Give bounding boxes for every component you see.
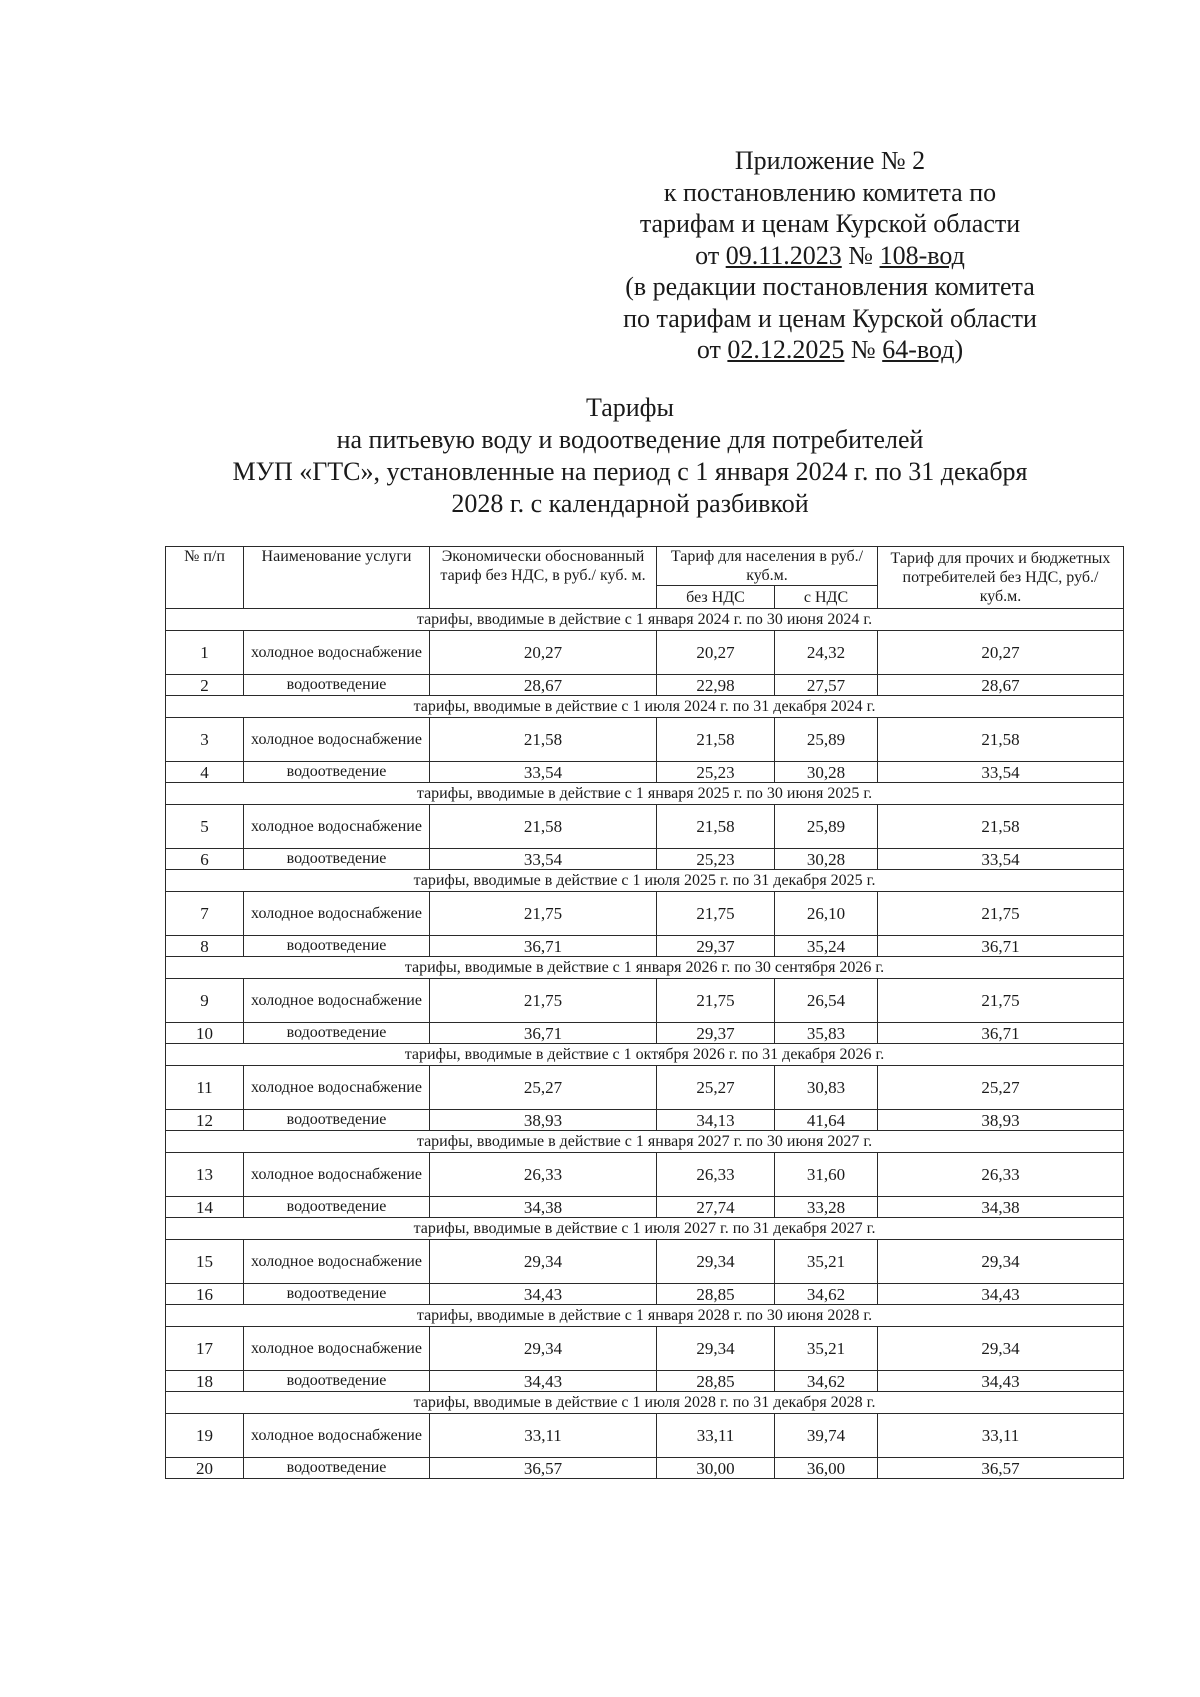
row-number: 16 (166, 1284, 244, 1305)
economic-tariff: 34,38 (430, 1197, 657, 1218)
population-tariff-no-vat: 20,27 (657, 631, 775, 675)
period-title: тарифы, вводимые в действие с 1 июля 2027 г. по 31 декабря 2027 г. (166, 1218, 1124, 1240)
service-name: водоотведение (244, 1284, 430, 1305)
service-name: холодное водоснабжение (244, 1414, 430, 1458)
period-row (166, 1044, 1124, 1066)
population-tariff-vat: 39,74 (775, 1414, 878, 1458)
population-tariff-vat: 30,28 (775, 762, 878, 783)
amendment-number-sign: № (844, 335, 883, 364)
period-title: тарифы, вводимые в действие с 1 июля 2024 г. по 31 декабря 2024 г. (166, 696, 1124, 718)
row-number: 9 (166, 979, 244, 1023)
table-row (166, 979, 1124, 1023)
resolution-date: 09.11.2023 (725, 240, 842, 270)
economic-tariff: 20,27 (430, 631, 657, 675)
period-title: тарифы, вводимые в действие с 1 января 2024 г. по 30 июня 2024 г. (166, 609, 1124, 631)
population-tariff-vat: 31,60 (775, 1153, 878, 1197)
col-header-service: Наименование услуги (244, 547, 430, 609)
economic-tariff: 21,58 (430, 805, 657, 849)
economic-tariff: 33,54 (430, 762, 657, 783)
economic-tariff: 25,27 (430, 1066, 657, 1110)
table-header-row (166, 547, 1124, 586)
population-tariff-no-vat: 21,75 (657, 979, 775, 1023)
population-tariff-no-vat: 33,11 (657, 1414, 775, 1458)
economic-tariff: 26,33 (430, 1153, 657, 1197)
table-row (166, 762, 1124, 783)
economic-tariff: 34,43 (430, 1284, 657, 1305)
population-tariff-vat: 24,32 (775, 631, 878, 675)
col-header-pop-no-vat: без НДС (657, 586, 775, 609)
tariff-table (165, 546, 1124, 1479)
economic-tariff: 34,43 (430, 1371, 657, 1392)
economic-tariff: 33,11 (430, 1414, 657, 1458)
col-header-population: Тариф для населения в руб./ куб.м. (657, 547, 878, 586)
service-name: холодное водоснабжение (244, 1153, 430, 1197)
service-name: холодное водоснабжение (244, 979, 430, 1023)
resolution-number: 108-вод (879, 240, 965, 270)
other-consumers-tariff: 36,71 (878, 936, 1124, 957)
economic-tariff: 29,34 (430, 1240, 657, 1284)
row-number: 6 (166, 849, 244, 870)
table-row (166, 1284, 1124, 1305)
table-row (166, 1371, 1124, 1392)
population-tariff-vat: 34,62 (775, 1284, 878, 1305)
population-tariff-vat: 35,21 (775, 1327, 878, 1371)
appendix-header (590, 145, 1070, 366)
economic-tariff: 33,54 (430, 849, 657, 870)
row-number: 17 (166, 1327, 244, 1371)
period-title: тарифы, вводимые в действие с 1 июля 2028 г. по 31 декабря 2028 г. (166, 1392, 1124, 1414)
other-consumers-tariff: 20,27 (878, 631, 1124, 675)
population-tariff-vat: 27,57 (775, 675, 878, 696)
period-row (166, 783, 1124, 805)
row-number: 18 (166, 1371, 244, 1392)
amendment-date-prefix: от (696, 335, 728, 364)
appendix-number: Приложение № 2 (734, 146, 926, 175)
population-tariff-vat: 35,21 (775, 1240, 878, 1284)
table-row (166, 631, 1124, 675)
population-tariff-vat: 33,28 (775, 1197, 878, 1218)
row-number: 3 (166, 718, 244, 762)
service-name: холодное водоснабжение (244, 1327, 430, 1371)
service-name: водоотведение (244, 1023, 430, 1044)
row-number: 7 (166, 892, 244, 936)
period-row (166, 1392, 1124, 1414)
table-row (166, 1023, 1124, 1044)
service-name: водоотведение (244, 762, 430, 783)
col-header-pop-vat: с НДС (775, 586, 878, 609)
period-row (166, 1305, 1124, 1327)
table-row (166, 1327, 1124, 1371)
economic-tariff: 21,58 (430, 718, 657, 762)
row-number: 14 (166, 1197, 244, 1218)
economic-tariff: 29,34 (430, 1327, 657, 1371)
population-tariff-vat: 30,83 (775, 1066, 878, 1110)
service-name: водоотведение (244, 936, 430, 957)
population-tariff-no-vat: 30,00 (657, 1458, 775, 1479)
population-tariff-vat: 25,89 (775, 718, 878, 762)
economic-tariff: 36,57 (430, 1458, 657, 1479)
table-row (166, 675, 1124, 696)
other-consumers-tariff: 21,75 (878, 979, 1124, 1023)
other-consumers-tariff: 38,93 (878, 1110, 1124, 1131)
title-line-3: МУП «ГТС», установленные на период с 1 января 2024 г. по 31 декабря (232, 457, 1028, 486)
table-row (166, 1153, 1124, 1197)
col-header-economic: Экономически обоснованный тариф без НДС, в руб./ куб. м. (430, 547, 657, 609)
population-tariff-vat: 34,62 (775, 1371, 878, 1392)
other-consumers-tariff: 29,34 (878, 1240, 1124, 1284)
other-consumers-tariff: 33,54 (878, 762, 1124, 783)
period-row (166, 1218, 1124, 1240)
row-number: 19 (166, 1414, 244, 1458)
service-name: водоотведение (244, 1110, 430, 1131)
service-name: водоотведение (244, 1458, 430, 1479)
resolution-number-sign: № (841, 240, 880, 270)
population-tariff-vat: 41,64 (775, 1110, 878, 1131)
other-consumers-tariff: 36,71 (878, 1023, 1124, 1044)
population-tariff-no-vat: 29,34 (657, 1327, 775, 1371)
col-header-other: Тариф для прочих и бюджетных потребителей без НДС, руб./ куб.м. (878, 547, 1124, 609)
population-tariff-no-vat: 29,37 (657, 1023, 775, 1044)
economic-tariff: 36,71 (430, 936, 657, 957)
service-name: водоотведение (244, 675, 430, 696)
population-tariff-no-vat: 29,37 (657, 936, 775, 957)
service-name: водоотведение (244, 1197, 430, 1218)
service-name: холодное водоснабжение (244, 1240, 430, 1284)
other-consumers-tariff: 26,33 (878, 1153, 1124, 1197)
amendment-line-2: по тарифам и ценам Курской области (623, 303, 1037, 333)
population-tariff-no-vat: 28,85 (657, 1284, 775, 1305)
population-tariff-no-vat: 22,98 (657, 675, 775, 696)
period-title: тарифы, вводимые в действие с 1 января 2027 г. по 30 июня 2027 г. (166, 1131, 1124, 1153)
service-name: водоотведение (244, 849, 430, 870)
population-tariff-no-vat: 21,58 (657, 805, 775, 849)
service-name: холодное водоснабжение (244, 1066, 430, 1110)
table-row (166, 1414, 1124, 1458)
service-name: холодное водоснабжение (244, 892, 430, 936)
period-title: тарифы, вводимые в действие с 1 октября 2026 г. по 31 декабря 2026 г. (166, 1044, 1124, 1066)
table-row (166, 892, 1124, 936)
period-title: тарифы, вводимые в действие с 1 января 2028 г. по 30 июня 2028 г. (166, 1305, 1124, 1327)
economic-tariff: 28,67 (430, 675, 657, 696)
other-consumers-tariff: 25,27 (878, 1066, 1124, 1110)
period-row (166, 609, 1124, 631)
other-consumers-tariff: 21,75 (878, 892, 1124, 936)
row-number: 13 (166, 1153, 244, 1197)
table-row (166, 849, 1124, 870)
population-tariff-vat: 35,24 (775, 936, 878, 957)
other-consumers-tariff: 28,67 (878, 675, 1124, 696)
population-tariff-vat: 26,10 (775, 892, 878, 936)
population-tariff-no-vat: 21,58 (657, 718, 775, 762)
row-number: 2 (166, 675, 244, 696)
population-tariff-no-vat: 26,33 (657, 1153, 775, 1197)
period-row (166, 870, 1124, 892)
table-row (166, 1240, 1124, 1284)
other-consumers-tariff: 21,58 (878, 805, 1124, 849)
economic-tariff: 36,71 (430, 1023, 657, 1044)
table-row (166, 1110, 1124, 1131)
title-line-1: Тарифы (585, 393, 674, 422)
population-tariff-vat: 36,00 (775, 1458, 878, 1479)
service-name: холодное водоснабжение (244, 631, 430, 675)
population-tariff-no-vat: 28,85 (657, 1371, 775, 1392)
population-tariff-no-vat: 25,23 (657, 762, 775, 783)
economic-tariff: 38,93 (430, 1110, 657, 1131)
other-consumers-tariff: 34,43 (878, 1371, 1124, 1392)
row-number: 1 (166, 631, 244, 675)
resolution-date-prefix: от (695, 240, 726, 270)
period-title: тарифы, вводимые в действие с 1 января 2025 г. по 30 июня 2025 г. (166, 783, 1124, 805)
period-title: тарифы, вводимые в действие с 1 января 2026 г. по 30 сентября 2026 г. (166, 957, 1124, 979)
title-line-4: 2028 г. с календарной разбивкой (451, 489, 809, 518)
row-number: 11 (166, 1066, 244, 1110)
other-consumers-tariff: 34,43 (878, 1284, 1124, 1305)
appendix-committee-line: тарифам и ценам Курской области (639, 209, 1021, 238)
amendment-line-1: (в редакции постановления комитета (625, 272, 1035, 301)
population-tariff-no-vat: 27,74 (657, 1197, 775, 1218)
population-tariff-vat: 25,89 (775, 805, 878, 849)
row-number: 15 (166, 1240, 244, 1284)
population-tariff-vat: 30,28 (775, 849, 878, 870)
other-consumers-tariff: 33,54 (878, 849, 1124, 870)
table-row (166, 805, 1124, 849)
population-tariff-vat: 35,83 (775, 1023, 878, 1044)
amendment-resolution-line (590, 334, 1070, 366)
row-number: 12 (166, 1110, 244, 1131)
other-consumers-tariff: 29,34 (878, 1327, 1124, 1371)
population-tariff-no-vat: 34,13 (657, 1110, 775, 1131)
col-header-num: № п/п (166, 547, 244, 609)
table-row (166, 718, 1124, 762)
row-number: 10 (166, 1023, 244, 1044)
row-number: 20 (166, 1458, 244, 1479)
other-consumers-tariff: 21,58 (878, 718, 1124, 762)
table-row (166, 1197, 1124, 1218)
service-name: водоотведение (244, 1371, 430, 1392)
table-row (166, 1066, 1124, 1110)
service-name: холодное водоснабжение (244, 718, 430, 762)
population-tariff-vat: 26,54 (775, 979, 878, 1023)
population-tariff-no-vat: 21,75 (657, 892, 775, 936)
period-row (166, 957, 1124, 979)
row-number: 4 (166, 762, 244, 783)
other-consumers-tariff: 33,11 (878, 1414, 1124, 1458)
tariff-table-body (166, 609, 1124, 1479)
table-row (166, 936, 1124, 957)
appendix-resolution-line (590, 240, 1070, 272)
title-line-2: на питьевую воду и водоотведение для потребителей (336, 425, 924, 454)
other-consumers-tariff: 36,57 (878, 1458, 1124, 1479)
period-row (166, 1131, 1124, 1153)
economic-tariff: 21,75 (430, 979, 657, 1023)
service-name: холодное водоснабжение (244, 805, 430, 849)
table-row (166, 1458, 1124, 1479)
period-row (166, 696, 1124, 718)
population-tariff-no-vat: 25,23 (657, 849, 775, 870)
amendment-close-paren: ) (954, 335, 964, 364)
amendment-date: 02.12.2025 (727, 335, 845, 364)
population-tariff-no-vat: 25,27 (657, 1066, 775, 1110)
economic-tariff: 21,75 (430, 892, 657, 936)
other-consumers-tariff: 34,38 (878, 1197, 1124, 1218)
row-number: 8 (166, 936, 244, 957)
amendment-number: 64-вод (882, 335, 955, 364)
population-tariff-no-vat: 29,34 (657, 1240, 775, 1284)
period-title: тарифы, вводимые в действие с 1 июля 2025 г. по 31 декабря 2025 г. (166, 870, 1124, 892)
appendix-reference-line: к постановлению комитета по (663, 177, 997, 207)
document-title (130, 392, 1130, 520)
row-number: 5 (166, 805, 244, 849)
